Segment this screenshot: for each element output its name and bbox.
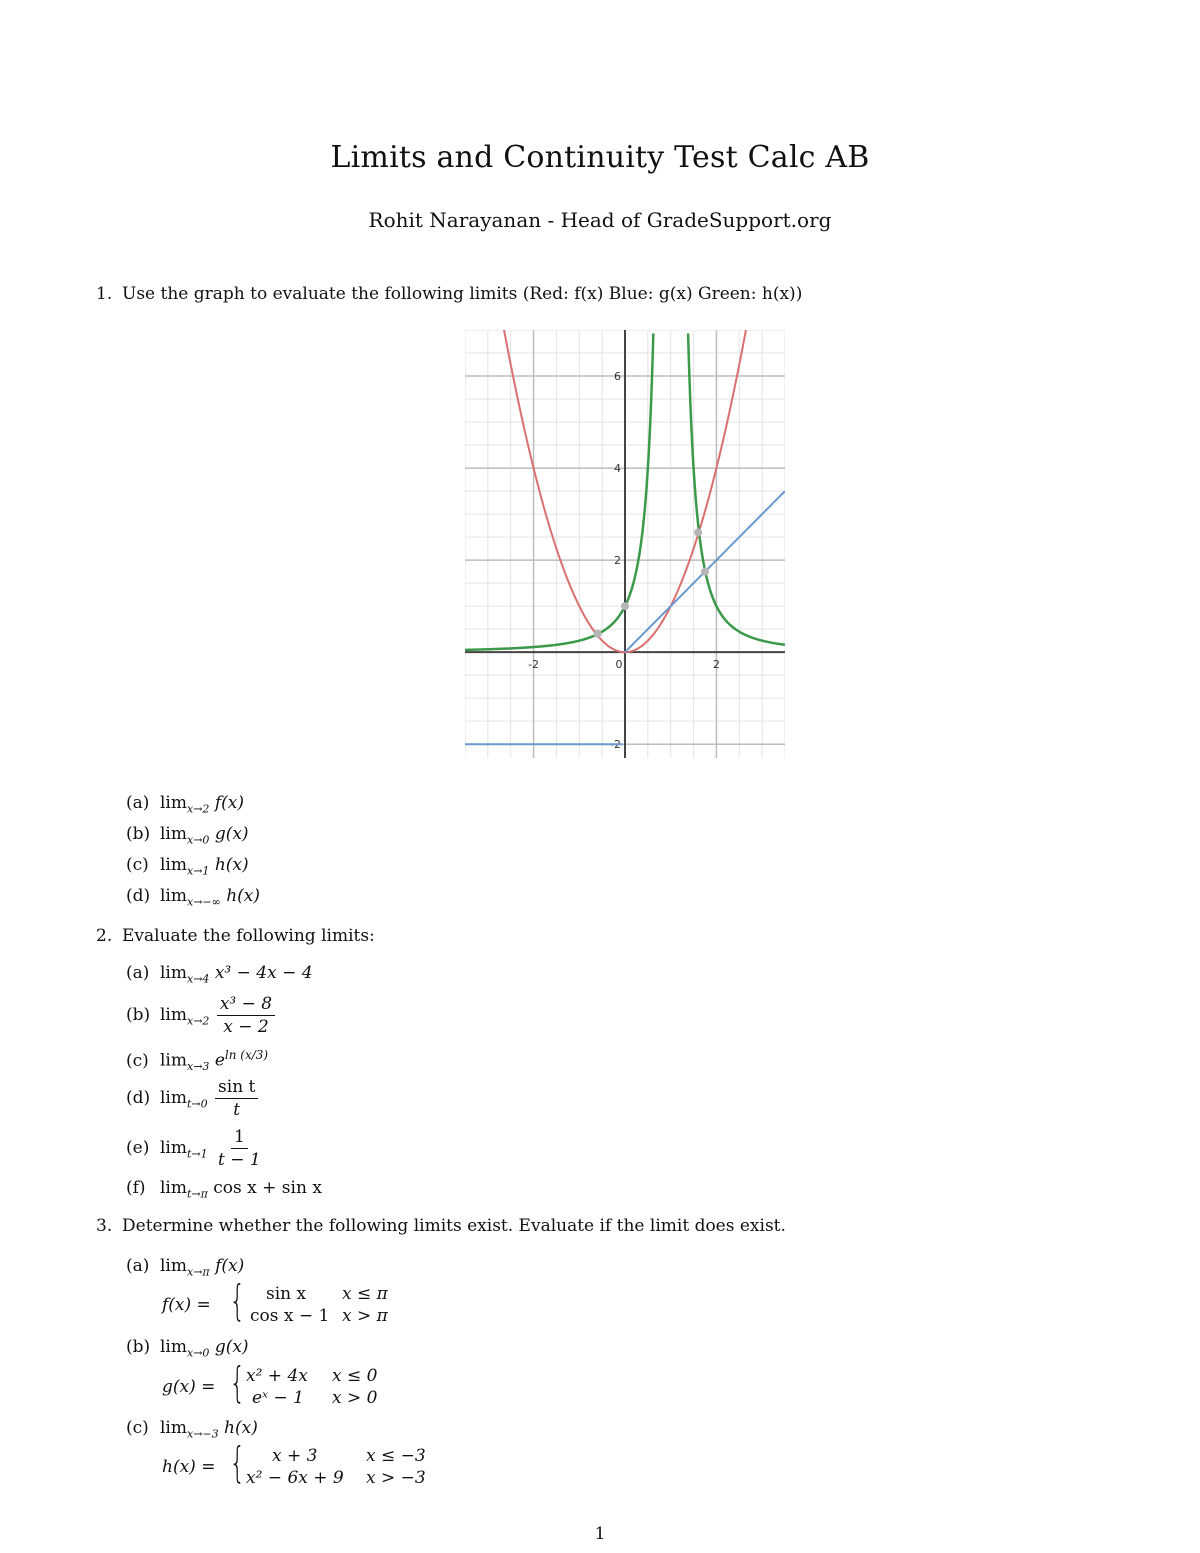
page-number: 1 bbox=[594, 1524, 606, 1544]
author-line: Rohit Narayanan - Head of GradeSupport.org bbox=[368, 208, 832, 232]
question-number: 1. bbox=[96, 284, 113, 304]
x-tick-label: -2 bbox=[528, 658, 540, 672]
q2-part-d: (d) $\lim_{t\to 0}$ $\frac{\text{sin t}}{t}$ bbox=[126, 1077, 258, 1120]
q1-part-d: (d) $\lim_{x\to-\infty} h(x)$ bbox=[126, 886, 261, 909]
graph-point bbox=[621, 602, 629, 610]
q2-part-e: (e) $\lim_{t\to 1}$ $\frac{1}{t - 1}$ bbox=[126, 1127, 261, 1170]
question-2 bbox=[96, 926, 375, 946]
question-text: Use the graph to evaluate the following limits (Red: f(x) Blue: g(x) Green: h(x)) bbox=[122, 284, 803, 304]
question-number: 3. bbox=[96, 1216, 113, 1236]
graph-point bbox=[594, 630, 602, 638]
q3-part-a: (a) $\lim_{x\to\pi} f(x)$ bbox=[126, 1256, 245, 1279]
question-text: Evaluate the following limits: bbox=[122, 926, 375, 946]
y-tick-label: -2 bbox=[610, 738, 621, 752]
q2-part-f: (f) $\lim_{t\to\pi} \cos x + \sin x$ bbox=[126, 1178, 322, 1201]
y-tick-label: 6 bbox=[614, 370, 621, 384]
q1-part-b: (b) $\lim_{x\to 0} g(x)$ bbox=[126, 824, 249, 847]
y-tick-label: 4 bbox=[614, 462, 621, 476]
question-1 bbox=[96, 284, 802, 304]
q3-part-c: (c) $\lim_{x\to-3} h(x)$ bbox=[126, 1418, 258, 1441]
q2-part-c: (c) $\lim_{x\to 3} e^{ln (x/3)}$ bbox=[126, 1048, 269, 1074]
q2-part-a: (a) $\lim_{x\to 4} x^3 - 4x - 4$ bbox=[126, 963, 313, 986]
page-title: Limits and Continuity Test Calc AB bbox=[330, 140, 870, 175]
q1-part-c: (c) $\lim_{x\to 1} h(x)$ bbox=[126, 855, 249, 878]
piecewise-h: h(x) = { x + 3 x ≤ −3 x² − 6x + 9 x > −3 bbox=[162, 1438, 426, 1488]
question-3 bbox=[96, 1216, 786, 1236]
graph-point bbox=[701, 568, 709, 576]
q3-part-b: (b) $\lim_{x\to 0} g(x)$ bbox=[126, 1337, 249, 1360]
x-tick-label: 2 bbox=[712, 658, 720, 672]
x-tick-label: 0 bbox=[615, 658, 623, 672]
graph-point bbox=[694, 528, 702, 536]
y-tick-label: 2 bbox=[614, 554, 621, 568]
q1-part-a: (a) $\lim_{x\to 2} f(x)$ bbox=[126, 793, 244, 816]
limits-graph bbox=[465, 330, 785, 758]
piecewise-g: g(x) = { x² + 4x x ≤ 0 eˣ − 1 x > 0 bbox=[162, 1358, 378, 1408]
question-number: 2. bbox=[96, 926, 113, 946]
q2-part-b: (b) $\lim_{x\to 2}$ $\frac{\text{x³ − 8}}{x - 2}$ bbox=[126, 994, 275, 1037]
question-text: Determine whether the following limits exist. Evaluate if the limit does exist. bbox=[122, 1216, 786, 1236]
axes bbox=[465, 330, 785, 758]
piecewise-f: f(x) = { sin x x ≤ π cos x − 1 x > π bbox=[162, 1276, 388, 1326]
